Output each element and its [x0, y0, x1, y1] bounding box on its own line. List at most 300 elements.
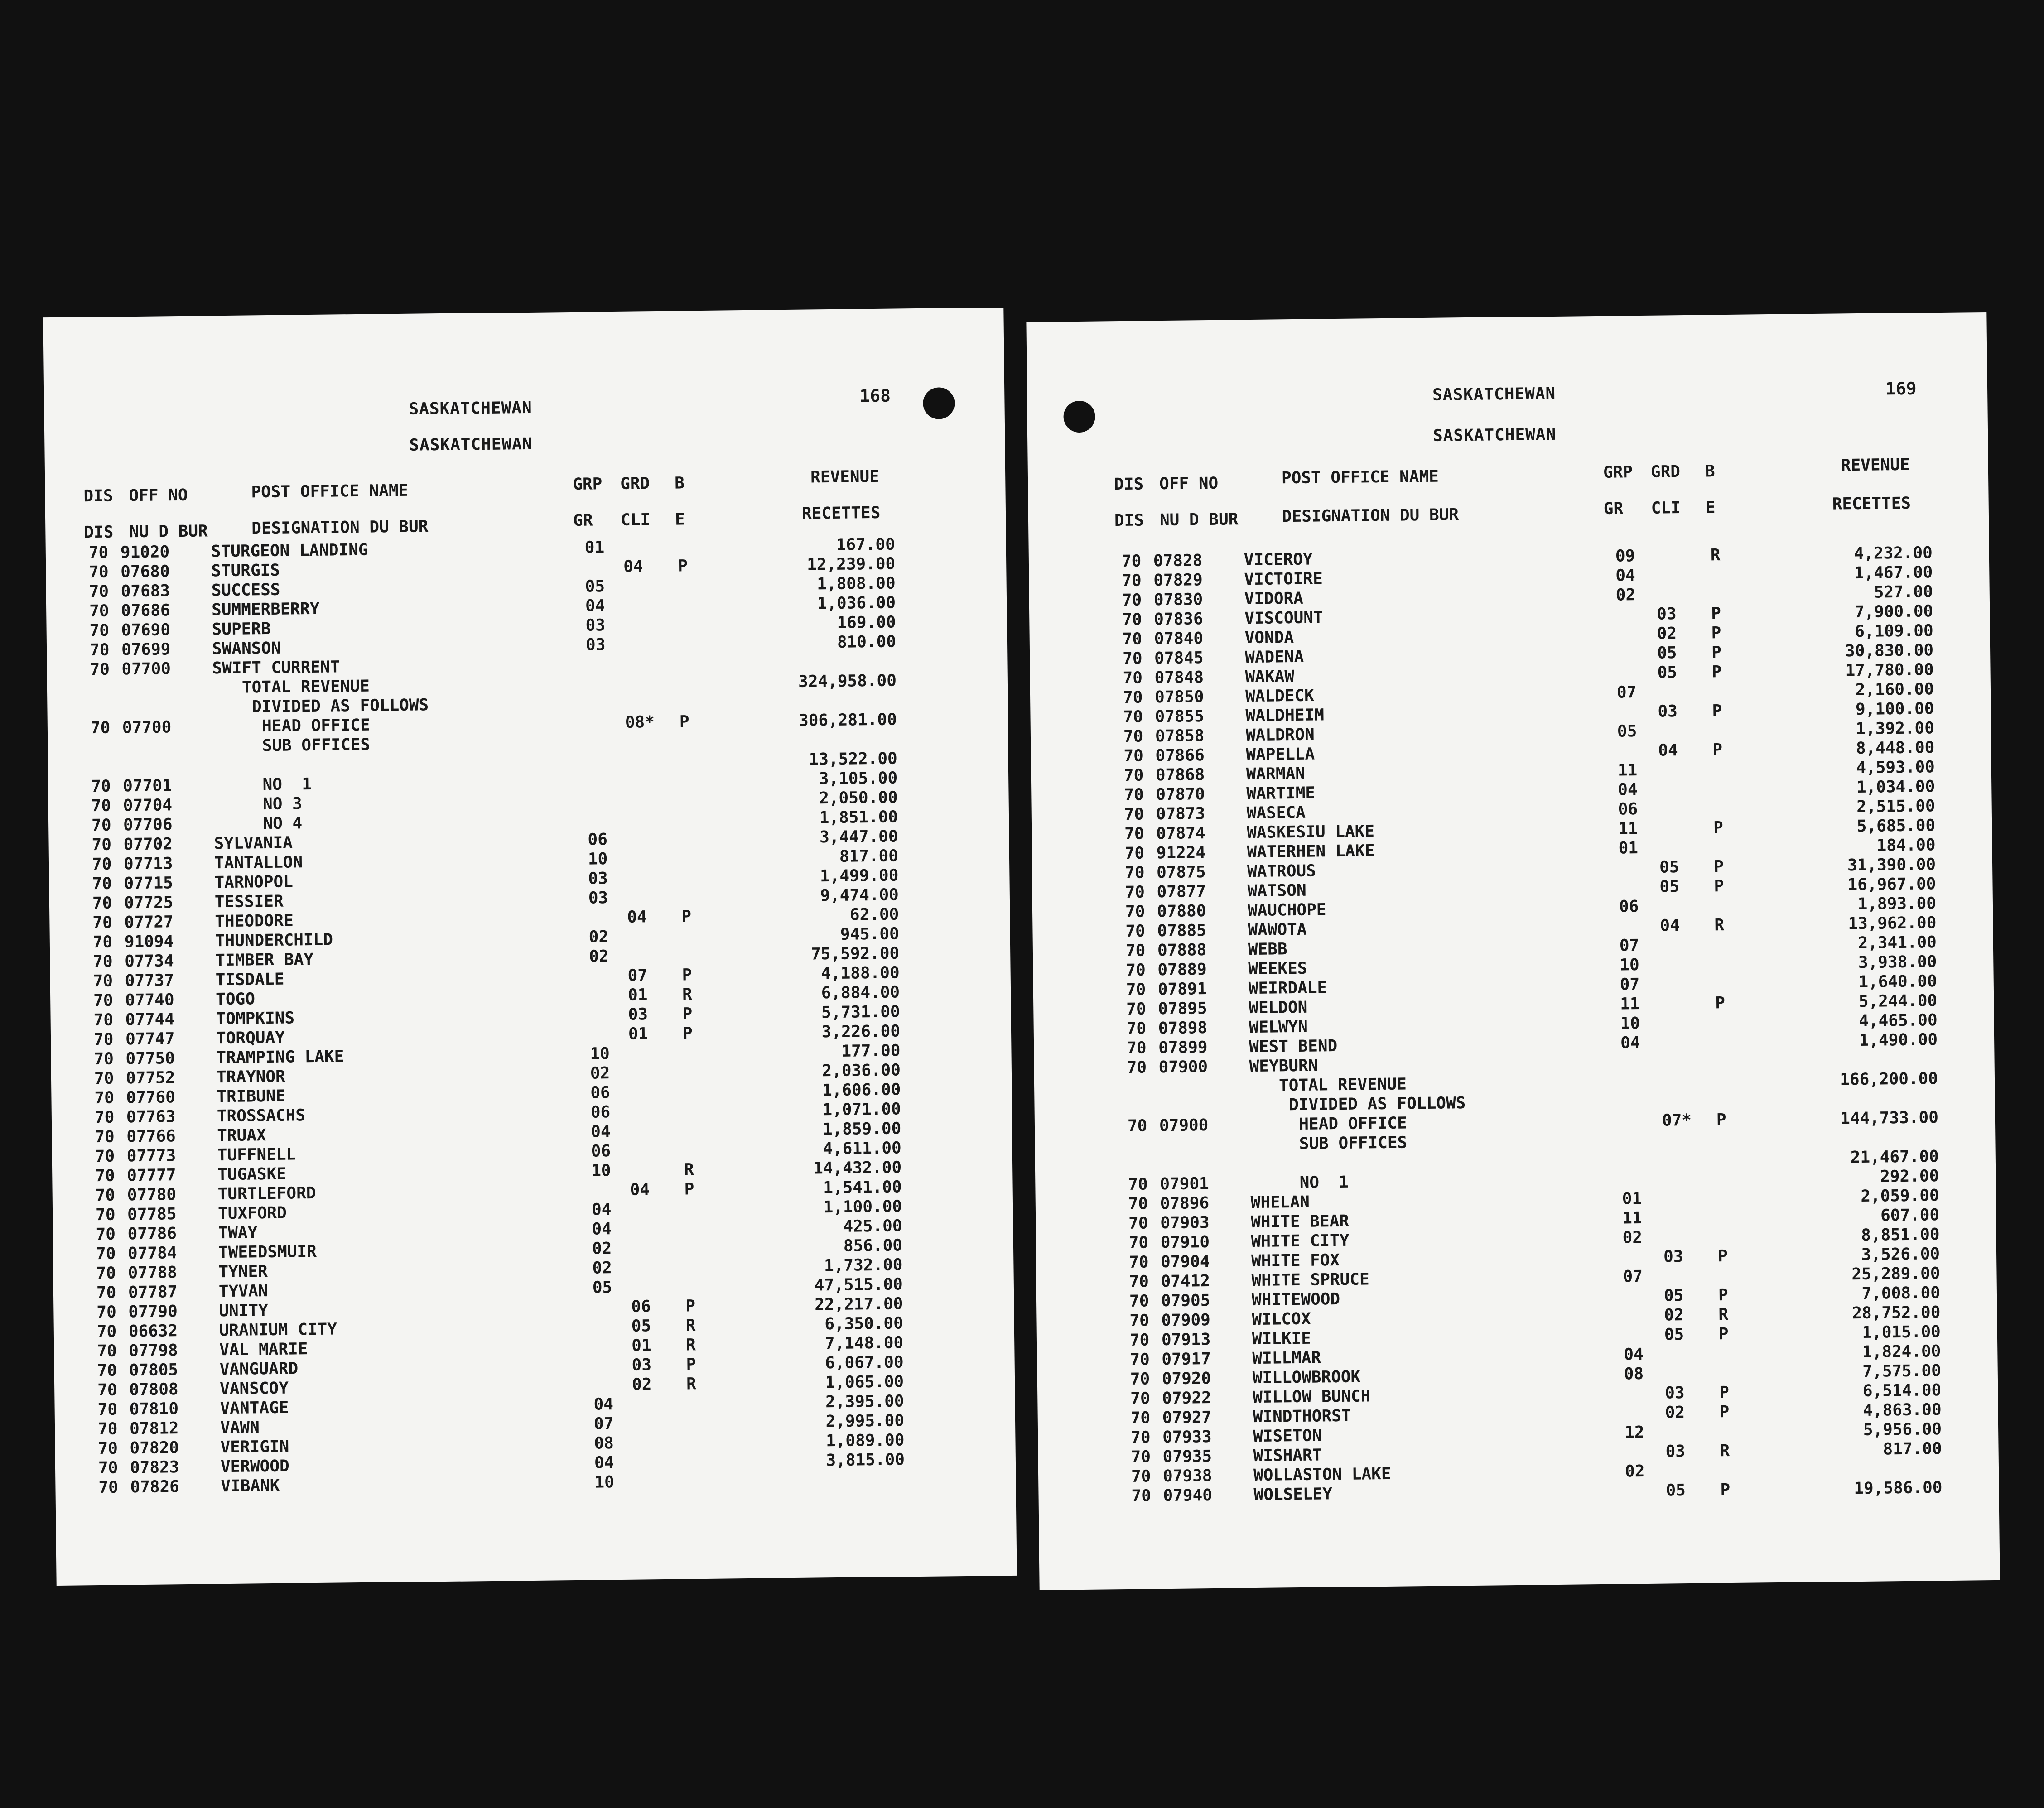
cell-name: THUNDERCHILD — [215, 930, 333, 951]
cell-rev: 856.00 — [843, 1236, 903, 1255]
cell-dis: 70 — [98, 1478, 119, 1497]
cell-grp: 05 — [585, 577, 605, 596]
cell-dis: 70 — [1129, 1272, 1149, 1291]
cell-off: 07830 — [1153, 590, 1203, 610]
header-grd-fr: CLI — [1651, 499, 1681, 518]
cell-off: 07866 — [1155, 746, 1205, 765]
header-grp-fr: GR — [573, 511, 593, 530]
cell-name: WHITE BEAR — [1251, 1212, 1350, 1232]
cell-name: TOMPKINS — [216, 1009, 295, 1029]
cell-name: NO 3 — [213, 794, 302, 814]
cell-name: STURGIS — [211, 561, 280, 581]
cell-off: 07808 — [129, 1380, 178, 1399]
cell-rev: 3,815.00 — [826, 1450, 905, 1470]
cell-off: 07727 — [124, 913, 174, 932]
cell-b: R — [684, 1160, 694, 1179]
cell-rev: 5,244.00 — [1858, 991, 1938, 1011]
cell-dis: 70 — [1123, 707, 1143, 726]
cell-name: WHITE CITY — [1251, 1231, 1350, 1251]
cell-grp: 01 — [584, 538, 605, 557]
header-grd-fr: CLI — [620, 510, 651, 529]
cell-name: WAKAW — [1245, 667, 1295, 687]
cell-off: 07900 — [1158, 1058, 1208, 1077]
cell-name: WALDRON — [1245, 725, 1315, 745]
cell-b: P — [1713, 818, 1724, 837]
cell-off: 91094 — [124, 932, 174, 952]
cell-dis: 70 — [1129, 1311, 1150, 1330]
cell-dis: 70 — [93, 1030, 114, 1049]
cell-name: TURTLEFORD — [217, 1183, 316, 1204]
cell-dis: 70 — [1125, 883, 1145, 902]
cell-dis: 70 — [96, 1303, 116, 1322]
cell-grp: 04 — [1618, 780, 1638, 799]
cell-dis: 70 — [1124, 844, 1145, 863]
cell-off: 07933 — [1162, 1428, 1212, 1447]
cell-dis: 70 — [1129, 1331, 1150, 1350]
cell-grp: 02 — [590, 1064, 610, 1083]
cell-b: R — [1714, 916, 1725, 935]
cell-dis: 70 — [91, 816, 111, 835]
cell-off: 07812 — [129, 1419, 179, 1438]
cell-rev: 1,732.00 — [824, 1255, 903, 1275]
cell-dis: 70 — [97, 1342, 117, 1361]
cell-name: TISDALE — [215, 970, 284, 990]
cell-rev: 75,592.00 — [810, 944, 900, 964]
cell-rev: 4,593.00 — [1856, 758, 1935, 778]
cell-dis: 70 — [1128, 1253, 1149, 1272]
cell-grp: 11 — [1622, 1209, 1642, 1228]
cell-b: P — [686, 1355, 696, 1374]
cell-grd: 05 — [1664, 1325, 1684, 1344]
cell-dis: 70 — [92, 835, 112, 855]
cell-b: P — [1711, 643, 1722, 662]
cell-grd: 01 — [632, 1336, 651, 1355]
revenue-table — [46, 534, 1016, 1498]
cell-dis: 70 — [1122, 571, 1142, 590]
cell-dis: 70 — [95, 1147, 115, 1166]
cell-grp: 07 — [1619, 936, 1639, 955]
cell-name: SUPERB — [212, 619, 271, 639]
header-b: B — [1705, 462, 1715, 481]
cell-off: 91224 — [1156, 843, 1206, 863]
cell-off: 07763 — [126, 1107, 176, 1127]
cell-off: 07805 — [129, 1361, 178, 1380]
cell-rev: 5,685.00 — [1856, 816, 1936, 836]
cell-rev: 25,289.00 — [1851, 1264, 1940, 1284]
cell-dis: 70 — [93, 952, 113, 971]
header-grd: GRD — [620, 474, 650, 493]
header-dis: DIS — [83, 486, 113, 506]
page-168 — [43, 308, 1017, 1586]
cell-grp: 06 — [1619, 897, 1639, 916]
cell-rev: 16,967.00 — [1847, 875, 1936, 894]
cell-grp: 10 — [594, 1473, 614, 1492]
header-recettes: RECETTES — [801, 503, 881, 523]
cell-grd: 03 — [1665, 1384, 1685, 1403]
cell-dis: 70 — [94, 1088, 115, 1108]
cell-off: 07845 — [1154, 649, 1204, 668]
cell-grp: 07 — [1623, 1267, 1643, 1286]
cell-name: URANIUM CITY — [219, 1320, 337, 1340]
cell-rev: 292.00 — [1880, 1167, 1939, 1186]
cell-rev: 306,281.00 — [798, 710, 897, 730]
cell-grd: 02 — [1657, 624, 1677, 643]
cell-name: VIBANK — [221, 1476, 280, 1496]
cell-rev: 1,089.00 — [825, 1431, 905, 1451]
cell-off: 07877 — [1157, 882, 1206, 902]
cell-off: 07874 — [1156, 824, 1205, 843]
cell-name: WEIRDALE — [1248, 978, 1327, 998]
cell-grp: 02 — [1622, 1228, 1643, 1247]
cell-dis: 70 — [1128, 1194, 1148, 1213]
cell-rev: 3,226.00 — [821, 1022, 901, 1042]
cell-b: R — [1720, 1442, 1730, 1461]
cell-rev: 167.00 — [836, 535, 895, 554]
cell-off: 91020 — [120, 543, 170, 562]
cell-grd: 05 — [1657, 663, 1678, 682]
cell-name: TUGASKE — [217, 1164, 287, 1184]
cell-off: 07858 — [1155, 726, 1205, 746]
cell-name: VONDA — [1244, 628, 1294, 648]
cell-dis: 70 — [1126, 1039, 1147, 1058]
cell-grd: 05 — [631, 1317, 651, 1336]
cell-dis: 70 — [91, 777, 111, 796]
cell-off: 07785 — [127, 1205, 177, 1224]
cell-name: SUCCESS — [211, 580, 280, 600]
cell-rev: 30,830.00 — [1845, 641, 1934, 661]
cell-rev: 12,239.00 — [806, 554, 896, 574]
cell-off: 07744 — [125, 1010, 175, 1029]
cell-b: P — [1713, 857, 1724, 876]
cell-off: 07909 — [1161, 1311, 1211, 1330]
cell-name: TWEEDSMUIR — [218, 1242, 317, 1262]
header-grd: GRD — [1650, 462, 1681, 481]
cell-b: P — [682, 966, 692, 985]
cell-name: SUMMERBERRY — [211, 599, 320, 620]
cell-rev: 4,188.00 — [821, 963, 900, 983]
cell-name: WISETON — [1253, 1426, 1322, 1446]
cell-off: 07891 — [1157, 980, 1207, 999]
cell-b: P — [1719, 1403, 1730, 1422]
header-dis: DIS — [1114, 475, 1144, 494]
cell-name: VERWOOD — [220, 1457, 289, 1476]
header-name: POST OFFICE NAME — [1281, 467, 1439, 488]
cell-off: 07828 — [1153, 551, 1203, 571]
cell-off: 07702 — [123, 835, 173, 854]
cell-name: WOLSELEY — [1253, 1485, 1333, 1505]
cell-name: SWIFT CURRENT — [212, 658, 340, 678]
cell-off: 07880 — [1157, 902, 1206, 921]
cell-grd: 03 — [1663, 1247, 1683, 1266]
cell-rev: 945.00 — [840, 924, 899, 944]
cell-off: 07699 — [121, 640, 171, 659]
cell-dis: 70 — [95, 1166, 115, 1186]
cell-rev: 1,808.00 — [817, 574, 896, 594]
cell-off: 07927 — [1162, 1408, 1212, 1428]
cell-rev: 1,015.00 — [1862, 1322, 1941, 1342]
header-off: OFF NO — [129, 486, 188, 505]
cell-off: 07752 — [125, 1068, 175, 1088]
cell-rev: 9,100.00 — [1855, 699, 1934, 719]
cell-b: R — [686, 1375, 697, 1394]
cell-rev: 169.00 — [837, 613, 896, 632]
cell-off: 07713 — [123, 854, 173, 874]
cell-rev: 425.00 — [843, 1217, 902, 1236]
cell-rev: 817.00 — [1883, 1439, 1942, 1459]
cell-name: WELWYN — [1249, 1017, 1308, 1037]
cell-off: 07900 — [1159, 1116, 1209, 1135]
cell-rev: 184.00 — [1876, 836, 1936, 855]
cell-dis: 70 — [98, 1458, 118, 1478]
cell-grp: 04 — [1615, 566, 1635, 585]
cell-rev: 144,733.00 — [1840, 1108, 1939, 1128]
cell-rev: 7,575.00 — [1862, 1361, 1941, 1381]
cell-off: 07798 — [129, 1341, 178, 1361]
cell-name: WISHART — [1253, 1446, 1322, 1466]
cell-rev: 7,148.00 — [824, 1333, 904, 1353]
cell-grd: 05 — [1659, 858, 1679, 877]
cell-b: P — [1719, 1383, 1730, 1402]
cell-name: DIVIDED AS FOLLOWS — [212, 696, 429, 717]
cell-b: P — [684, 1180, 694, 1199]
header-off: OFF NO — [1159, 474, 1219, 494]
cell-grd: 03 — [1658, 702, 1678, 721]
cell-grp: 11 — [1620, 995, 1640, 1014]
cell-rev: 3,447.00 — [819, 827, 898, 847]
cell-off: 07826 — [130, 1477, 180, 1497]
cell-name: TRIBUNE — [217, 1087, 286, 1106]
header-revenue: REVENUE — [1841, 455, 1910, 475]
header-dis-fr: DIS — [84, 523, 114, 542]
header-b-fr: E — [1705, 498, 1716, 517]
cell-off: 07780 — [127, 1185, 177, 1205]
cell-name: VANGUARD — [219, 1359, 299, 1379]
cell-grp: 11 — [1617, 761, 1638, 780]
cell-off: 07938 — [1162, 1467, 1212, 1486]
cell-grp: 08 — [1624, 1365, 1644, 1384]
cell-rev: 1,824.00 — [1862, 1342, 1941, 1361]
cell-name: TUXFORD — [217, 1203, 287, 1223]
header-name-fr: DESIGNATION DU BUR — [251, 517, 429, 538]
cell-dis: 70 — [1130, 1409, 1151, 1428]
cell-off: 07840 — [1154, 629, 1204, 649]
province-title-fr: SASKATCHEWAN — [409, 434, 533, 455]
cell-off: 07734 — [125, 952, 174, 971]
cell-dis: 70 — [93, 1010, 114, 1030]
cell-b: P — [682, 1005, 693, 1024]
cell-off: 07787 — [128, 1283, 178, 1302]
cell-b: R — [686, 1336, 696, 1355]
cell-name: TIMBER BAY — [215, 950, 314, 970]
cell-rev: 4,611.00 — [823, 1139, 901, 1159]
cell-dis: 70 — [1130, 1389, 1150, 1408]
header-revenue: REVENUE — [810, 467, 880, 487]
cell-rev: 14,432.00 — [813, 1158, 902, 1178]
cell-grd: 01 — [627, 986, 648, 1005]
cell-grp: 03 — [588, 869, 608, 888]
header-b-fr: E — [675, 510, 685, 529]
cell-grd: 04 — [630, 1180, 650, 1199]
cell-off: 07895 — [1158, 999, 1207, 1019]
cell-grp: 06 — [1618, 800, 1638, 819]
cell-name: WATROUS — [1247, 861, 1316, 881]
cell-off: 07913 — [1161, 1330, 1211, 1350]
cell-rev: 17,780.00 — [1845, 660, 1934, 680]
cell-name: NO 1 — [1250, 1173, 1349, 1193]
cell-grd: 05 — [1663, 1286, 1684, 1305]
cell-grp: 06 — [590, 1103, 611, 1122]
cell-dis: 70 — [1124, 805, 1144, 824]
cell-rev: 2,341.00 — [1858, 933, 1937, 953]
cell-name: WILKIE — [1252, 1329, 1311, 1349]
cell-b: R — [682, 985, 693, 1004]
cell-name: WOLLASTON LAKE — [1253, 1464, 1391, 1485]
cell-rev: 1,541.00 — [823, 1178, 902, 1197]
cell-b: P — [679, 712, 689, 731]
cell-rev: 6,514.00 — [1862, 1381, 1942, 1400]
cell-grd: 03 — [1665, 1442, 1686, 1461]
cell-rev: 9,474.00 — [820, 885, 899, 905]
cell-off: 07888 — [1157, 941, 1207, 960]
cell-dis: 70 — [93, 971, 113, 991]
cell-grp: 06 — [591, 1142, 611, 1161]
cell-off: 07773 — [126, 1146, 176, 1166]
cell-grp: 10 — [1620, 956, 1639, 975]
cell-dis: 70 — [91, 796, 111, 816]
cell-rev: 6,884.00 — [821, 983, 900, 1003]
cell-grp: 06 — [590, 1083, 610, 1102]
cell-dis: 70 — [1129, 1292, 1149, 1311]
cell-off: 07706 — [123, 815, 173, 835]
cell-dis: 70 — [89, 582, 109, 601]
cell-b: P — [1711, 624, 1721, 643]
cell-name: VANTAGE — [220, 1398, 289, 1418]
cell-rev: 2,050.00 — [819, 788, 898, 808]
cell-grd: 07* — [1662, 1111, 1692, 1130]
cell-name: TRAYNOR — [216, 1067, 285, 1087]
header-grp-fr: GR — [1603, 499, 1624, 518]
cell-off: 07777 — [127, 1166, 176, 1185]
cell-dis: 70 — [92, 894, 112, 913]
cell-off: 07836 — [1154, 610, 1203, 629]
cell-grp: 04 — [593, 1395, 614, 1414]
cell-grp: 03 — [588, 889, 608, 908]
cell-grd: 05 — [1659, 877, 1680, 896]
cell-off: 07899 — [1158, 1038, 1208, 1058]
cell-name: TOGO — [215, 990, 256, 1009]
cell-grp: 12 — [1624, 1423, 1644, 1442]
cell-dis: 70 — [96, 1264, 116, 1283]
cell-name: TYNER — [218, 1262, 268, 1282]
cell-name: HEAD OFFICE — [1249, 1114, 1407, 1135]
cell-dis: 70 — [1122, 591, 1142, 610]
cell-grp: 02 — [592, 1239, 612, 1258]
cell-rev: 527.00 — [1874, 582, 1933, 602]
cell-dis: 70 — [1121, 552, 1142, 571]
cell-off: 07896 — [1160, 1194, 1210, 1213]
cell-rev: 13,962.00 — [1848, 914, 1937, 933]
cell-name: VANSCOY — [219, 1379, 289, 1399]
cell-b: R — [685, 1316, 696, 1335]
cell-grp: 08 — [594, 1434, 614, 1453]
cell-grp: 04 — [591, 1122, 611, 1141]
cell-name: TRAMPING LAKE — [216, 1047, 344, 1067]
header-grp: GRP — [573, 475, 603, 494]
cell-off: 07870 — [1156, 785, 1205, 804]
cell-name: WILCOX — [1252, 1309, 1311, 1329]
cell-off: 07412 — [1161, 1272, 1210, 1291]
cell-dis: 70 — [94, 1069, 114, 1088]
cell-grd: 07 — [627, 966, 648, 985]
cell-grp: 03 — [585, 635, 606, 654]
cell-off: 07910 — [1160, 1233, 1210, 1252]
cell-rev: 2,395.00 — [825, 1392, 904, 1412]
cell-grp: 05 — [592, 1278, 612, 1297]
cell-grp: 02 — [1615, 586, 1636, 605]
cell-name: TANTALLON — [214, 853, 303, 873]
cell-dis: 70 — [95, 1205, 116, 1225]
cell-dis: 70 — [1124, 785, 1144, 804]
cell-rev: 817.00 — [839, 846, 899, 866]
header-off-fr: NU D BUR — [1159, 510, 1239, 530]
cell-b: P — [682, 1024, 693, 1043]
province-title: SASKATCHEWAN — [409, 398, 532, 418]
cell-b: P — [685, 1297, 696, 1316]
cell-grd: 04 — [1660, 916, 1680, 935]
cell-grd: 02 — [1664, 1306, 1684, 1325]
cell-name: TYVAN — [218, 1282, 268, 1301]
cell-off: 07715 — [124, 874, 174, 893]
cell-grp: 10 — [1620, 1014, 1640, 1033]
cell-off: 07935 — [1162, 1447, 1212, 1467]
cell-grd: 04 — [627, 908, 647, 927]
cell-grp: 04 — [585, 596, 605, 615]
cell-dis: 70 — [1126, 1000, 1146, 1019]
cell-rev: 177.00 — [841, 1041, 901, 1061]
cell-dis: 70 — [1124, 863, 1145, 882]
cell-name: WHITEWOOD — [1251, 1290, 1340, 1310]
cell-name: WASKESIU LAKE — [1247, 822, 1375, 842]
cell-dis: 70 — [1122, 649, 1143, 668]
cell-grd: 03 — [628, 1005, 648, 1024]
header-recettes: RECETTES — [1832, 494, 1911, 514]
cell-rev: 3,105.00 — [819, 769, 898, 789]
cell-rev: 2,995.00 — [825, 1411, 905, 1431]
cell-grp: 04 — [594, 1453, 614, 1472]
cell-b: P — [1720, 1481, 1731, 1500]
cell-rev: 1,071.00 — [822, 1100, 901, 1120]
cell-name: VAWN — [220, 1418, 260, 1438]
cell-off: 07784 — [127, 1244, 177, 1263]
cell-name: VISCOUNT — [1244, 608, 1323, 628]
cell-rev: 6,067.00 — [825, 1353, 904, 1373]
cell-b: P — [678, 557, 688, 576]
cell-rev: 1,100.00 — [823, 1197, 902, 1217]
cell-b: P — [1718, 1325, 1729, 1344]
cell-name: WATSON — [1247, 881, 1306, 901]
cell-off: 07820 — [130, 1438, 179, 1458]
cell-off: 07848 — [1154, 668, 1204, 688]
cell-name: STURGEON LANDING — [211, 540, 368, 561]
cell-off: 07873 — [1156, 804, 1205, 824]
cell-grp: 07 — [593, 1414, 614, 1433]
cell-dis: 70 — [92, 913, 112, 933]
cell-name: WILLOWBROOK — [1252, 1367, 1361, 1388]
header-name: POST OFFICE NAME — [251, 481, 409, 502]
cell-grp: 04 — [591, 1200, 612, 1219]
cell-name: WASECA — [1246, 803, 1306, 823]
cell-name: DIVIDED AS FOLLOWS — [1249, 1094, 1466, 1115]
